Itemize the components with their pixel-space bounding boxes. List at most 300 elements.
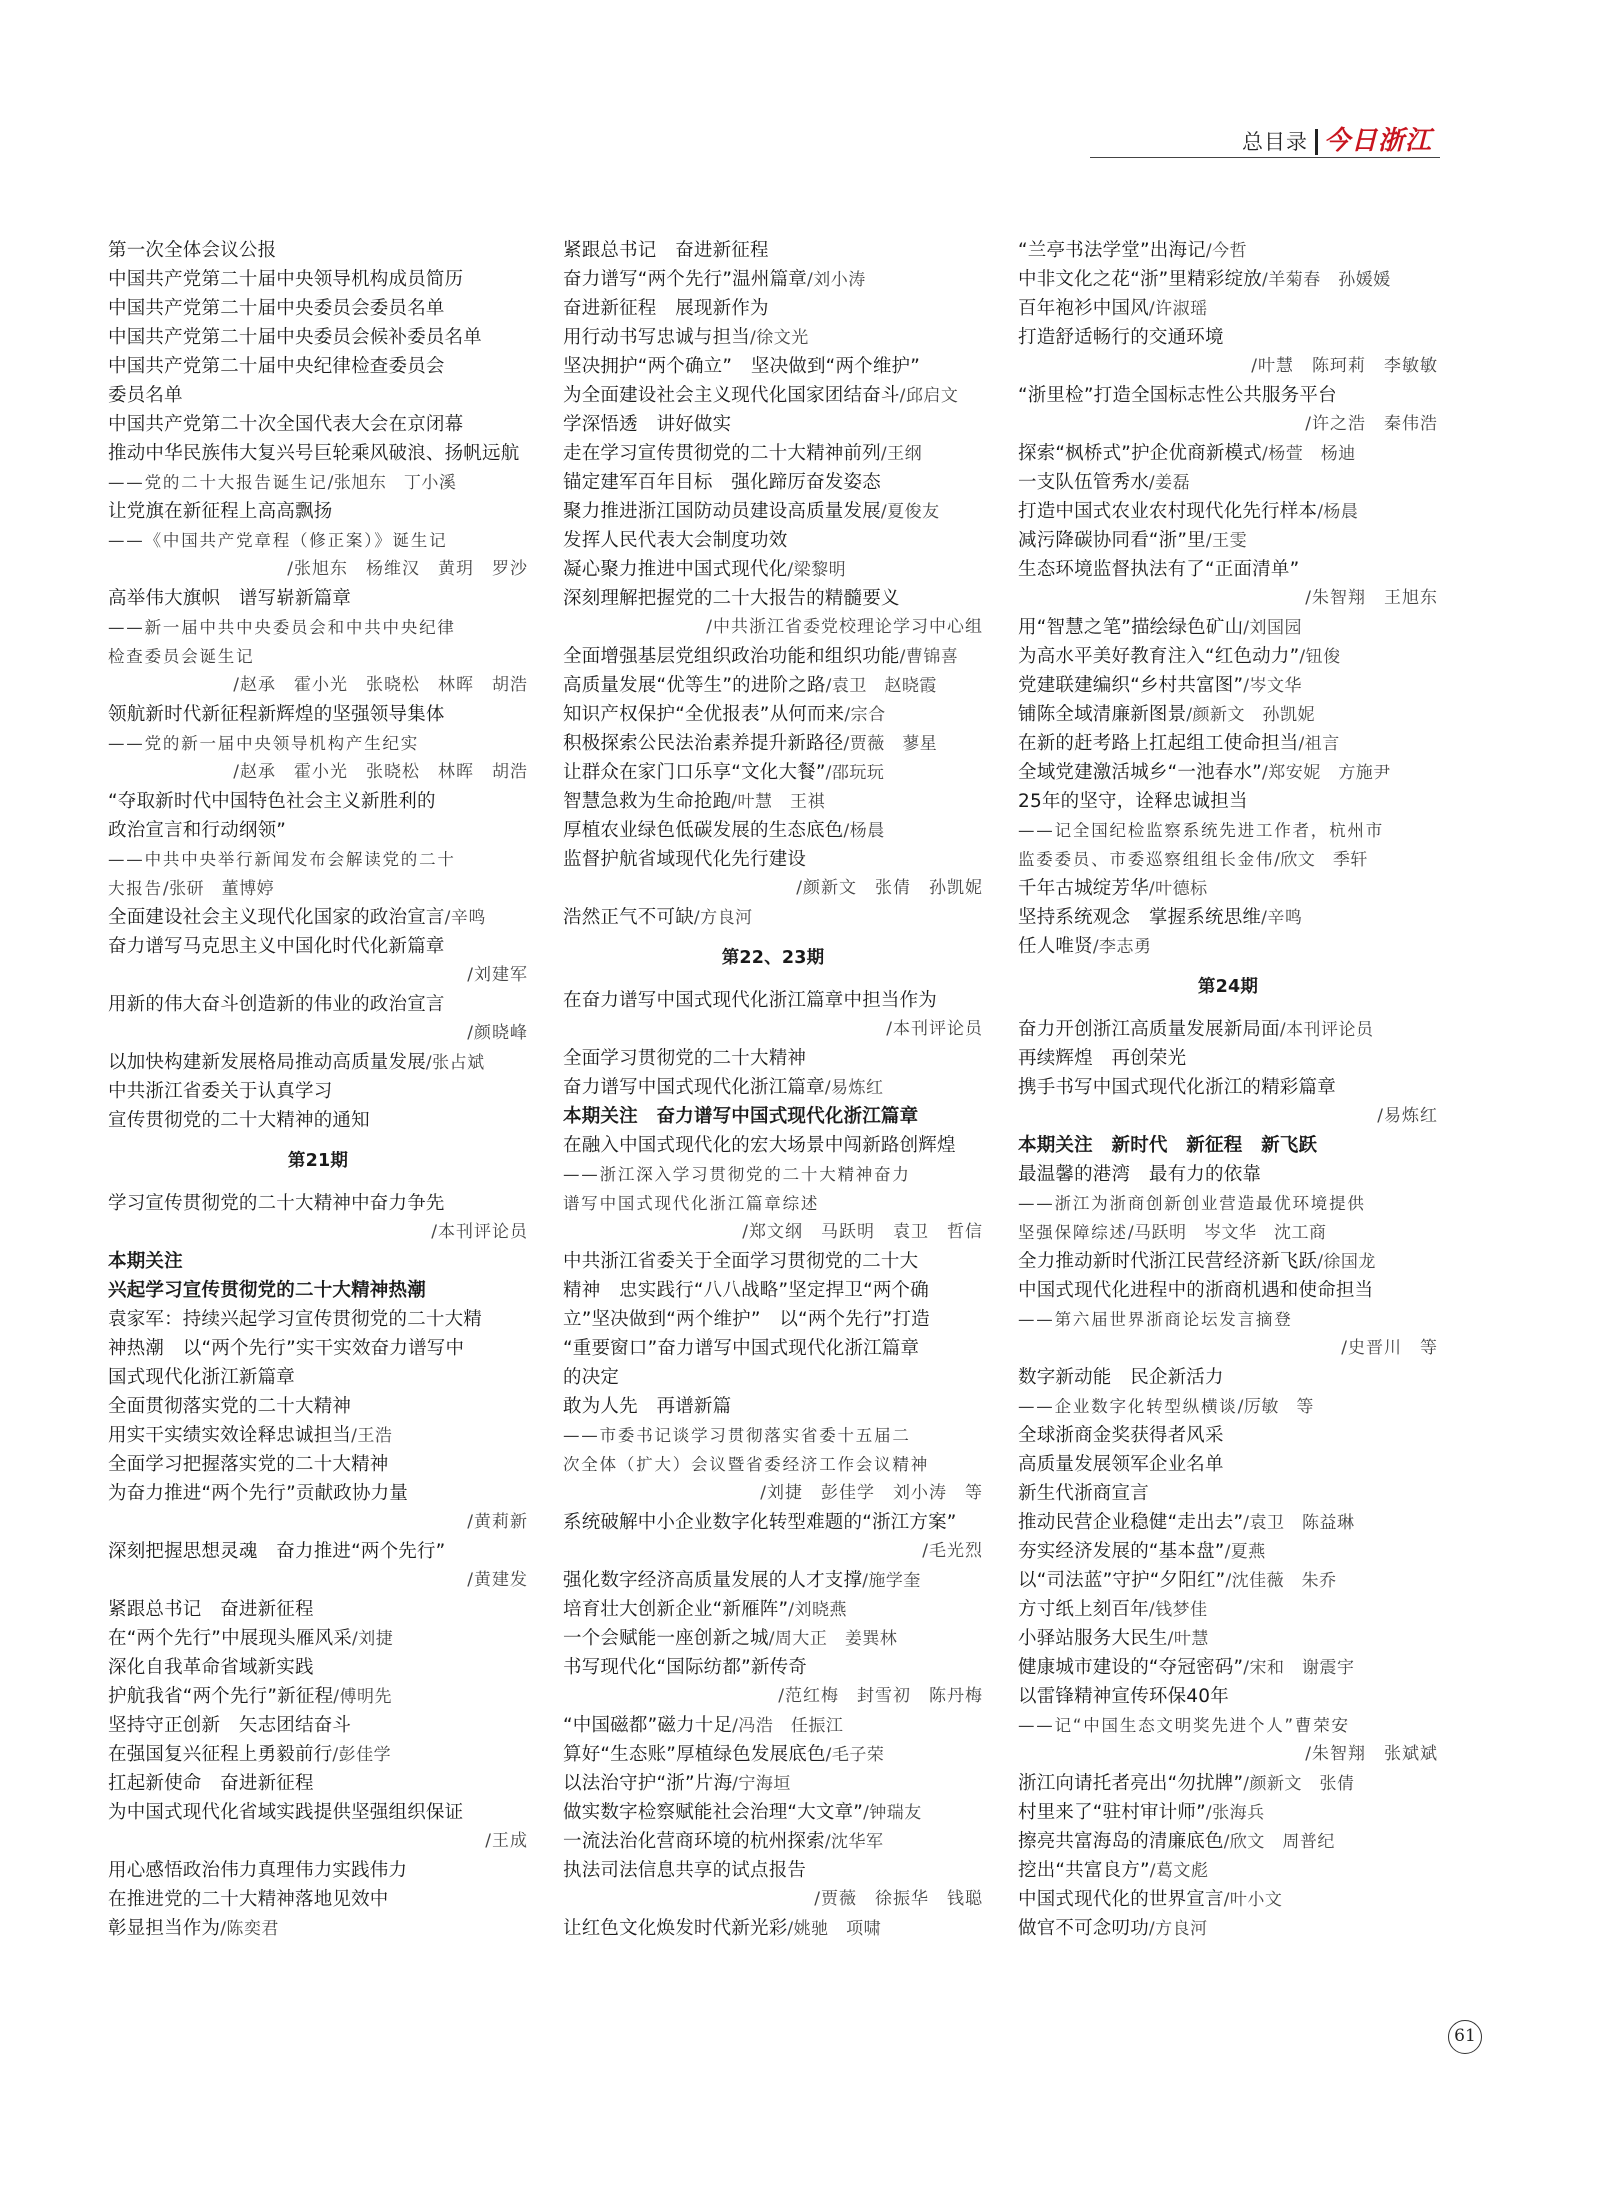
toc-entry [108, 323, 528, 352]
toc-entry [108, 903, 528, 932]
entry-author: /今哲 [1205, 241, 1248, 261]
entry-text: 奋力开创浙江高质量发展新局面 [1018, 1019, 1280, 1040]
toc-entry [563, 700, 983, 729]
toc-entry [108, 1595, 528, 1624]
toc-entry [1018, 1073, 1438, 1102]
entry-author: /姜磊 [1148, 473, 1191, 493]
entry-author: /李志勇 [1092, 937, 1152, 957]
entry-text: 第21期 [287, 1151, 349, 1171]
toc-entry [563, 1305, 983, 1334]
entry-text: 千年古城绽芳华 [1018, 878, 1149, 899]
entry-text: 以“司法蓝”守护“夕阳红” [1018, 1570, 1226, 1591]
entry-text: ——浙江深入学习贯彻党的二十大精神奋力 [563, 1165, 911, 1184]
entry-text: “重要窗口”奋力谱写中国式现代化浙江篇章 [563, 1338, 920, 1359]
entry-text: 的决定 [563, 1367, 620, 1388]
entry-text: “中国磁都”磁力十足 [563, 1715, 733, 1736]
toc-entry [563, 1334, 983, 1363]
entry-text: 用“智慧之笔”描绘绿色矿山 [1018, 617, 1244, 638]
entry-text: 中国共产党第二十届中央委员会候补委员名单 [108, 327, 483, 348]
entry-text: 第22、23期 [721, 948, 825, 968]
entry-author: /厉敏 等 [1237, 1397, 1314, 1417]
entry-text: 第一次全体会议公报 [108, 240, 277, 261]
entry-text: 学深悟透 讲好做实 [563, 414, 732, 435]
entry-text: ——记全国纪检监察系统先进工作者，杭州市 [1018, 821, 1384, 840]
entry-text: 百年袍衫中国风 [1018, 298, 1149, 319]
toc-entry [108, 497, 528, 526]
entry-text: /易炼红 [1377, 1106, 1438, 1126]
entry-author: /本刊评论员 [1279, 1020, 1374, 1040]
entry-text: 用行动书写忠诚与担当 [563, 327, 751, 348]
entry-author: /郑安妮 方施尹 [1261, 763, 1391, 783]
entry-author: /欣文 季轩 [1274, 850, 1368, 870]
entry-text: 在奋力谱写中国式现代化浙江篇章中担当作为 [563, 990, 938, 1011]
toc-entry [108, 1189, 528, 1218]
entry-text: /黄建发 [467, 1570, 528, 1590]
entry-author: /叶慧 王祺 [731, 792, 826, 812]
entry-text: 用实干实绩实效诠释忠诚担当 [108, 1425, 352, 1446]
entry-author: /周大正 姜巽林 [768, 1629, 898, 1649]
toc-entry [1018, 1885, 1438, 1914]
entry-text: 最温馨的港湾 最有力的依靠 [1018, 1164, 1262, 1185]
entry-text: 为全面建设社会主义现代化国家团结奋斗 [563, 385, 900, 406]
entry-text: 敢为人先 再谱新篇 [563, 1396, 732, 1417]
entry-author: /叶小文 [1223, 1890, 1283, 1910]
entry-text: 委员名单 [108, 385, 183, 406]
entry-text: 宣传贯彻党的二十大精神的通知 [108, 1110, 370, 1131]
entry-author [563, 1682, 983, 1711]
entry-text: 次全体（扩大）会议暨省委经济工作会议精神 [563, 1455, 929, 1474]
entry-text: 在融入中国式现代化的宏大场景中闯新路创辉煌 [563, 1135, 956, 1156]
entry-text: 为高水平美好教育注入“红色动力” [1018, 646, 1300, 667]
entry-author: /刘捷 [351, 1629, 394, 1649]
entry-text: 聚力推进浙江国防动员建设高质量发展 [563, 501, 881, 522]
issue-heading [1018, 973, 1438, 1002]
toc-entry [108, 1077, 528, 1106]
entry-author: /颜新文 张倩 [1243, 1774, 1355, 1794]
entry-text: 强化数字经济高质量发展的人才支撑 [563, 1570, 863, 1591]
entry-text: 中国共产党第二十次全国代表大会在京闭幕 [108, 414, 464, 435]
toc-column-3 [1018, 236, 1438, 1943]
entry-author: /钱梦佳 [1148, 1600, 1208, 1620]
entry-author [563, 1218, 983, 1247]
entry-author: /钮俊 [1299, 647, 1341, 667]
entry-author: /沈华军 [824, 1832, 884, 1852]
toc-entry [108, 1106, 528, 1135]
toc-entry [563, 758, 983, 787]
entry-text: 一支队伍管秀水 [1018, 472, 1149, 493]
entry-text: 走在学习宣传贯彻党的二十大精神前列 [563, 443, 881, 464]
entry-text: 全面建设社会主义现代化国家的政治宣言 [108, 907, 445, 928]
entry-text: 算好“生态账”厚植绿色发展底色 [563, 1744, 826, 1765]
entry-text: 党建联建编织“乡村共富图” [1018, 675, 1244, 696]
toc-entry [108, 1305, 528, 1334]
toc-entry [108, 1048, 528, 1077]
entry-author: /毛子荣 [825, 1745, 885, 1765]
entry-subtitle [108, 845, 528, 874]
toc-entry [108, 1334, 528, 1363]
entry-author: /宋和 谢震宇 [1243, 1658, 1355, 1678]
entry-text: 数字新动能 民企新活力 [1018, 1367, 1224, 1388]
toc-entry [108, 1624, 528, 1653]
entry-text: 做实数字检察赋能社会治理“大文章” [563, 1802, 864, 1823]
entry-text: 深刻把握思想灵魂 奋力推进“两个先行” [108, 1541, 446, 1562]
entry-text: /郑文纲 马跃明 袁卫 哲信 [742, 1222, 983, 1242]
toc-entry [108, 1421, 528, 1450]
entry-text: 中非文化之花“浙”里精彩绽放 [1018, 269, 1262, 290]
entry-text: 高举伟大旗帜 谱写崭新篇章 [108, 588, 352, 609]
entry-text: 让红色文化焕发时代新光彩 [563, 1918, 788, 1939]
entry-author: /杨晨 [843, 821, 885, 841]
toc-entry [1018, 671, 1438, 700]
toc-entry [563, 555, 983, 584]
entry-author [108, 555, 528, 584]
toc-entry [1018, 1537, 1438, 1566]
entry-text: 锚定建军百年目标 强化蹄厉奋发姿态 [563, 472, 881, 493]
entry-author [1018, 352, 1438, 381]
entry-author: /颜新文 孙凯妮 [1186, 705, 1316, 725]
entry-author: /邱启文 [899, 386, 959, 406]
entry-author: /马跃明 岑文华 沈工商 [1127, 1223, 1327, 1243]
toc-entry [1018, 1450, 1438, 1479]
entry-author: /冯浩 任振江 [732, 1716, 844, 1736]
entry-author: /施学奎 [862, 1571, 921, 1591]
entry-text: 全面贯彻落实党的二十大精神 [108, 1396, 352, 1417]
entry-text: 推动中华民族伟大复兴号巨轮乘风破浪、扬帆远航 [108, 443, 520, 464]
entry-text: 本期关注 [108, 1251, 183, 1272]
entry-text: /王成 [485, 1831, 528, 1851]
entry-text: 浙江向请托者亮出“勿扰牌” [1018, 1773, 1244, 1794]
entry-text: /许之浩 秦伟浩 [1305, 414, 1438, 434]
entry-text: 让党旗在新征程上高高飘扬 [108, 501, 333, 522]
entry-author [108, 1566, 528, 1595]
entry-author: /叶慧 [1167, 1629, 1209, 1649]
entry-text: 扛起新使命 奋进新征程 [108, 1773, 314, 1794]
toc-entry [563, 1653, 983, 1682]
entry-author: /邵玩玩 [825, 763, 885, 783]
entry-author: /徐文光 [750, 328, 809, 348]
entry-text: 中国式现代化进程中的浙商机遇和使命担当 [1018, 1280, 1374, 1301]
entry-subtitle [1018, 1392, 1438, 1421]
section-heading [108, 1247, 528, 1276]
entry-text: 一个会赋能一座创新之城 [563, 1628, 769, 1649]
toc-entry [1018, 526, 1438, 555]
entry-author [563, 1479, 983, 1508]
entry-text: ——企业数字化转型纵横谈 [1018, 1397, 1238, 1416]
entry-text: 为中国式现代化省域实践提供坚强组织保证 [108, 1802, 464, 1823]
entry-text: 检查委员会诞生记 [108, 647, 255, 666]
toc-entry [108, 990, 528, 1019]
toc-entry [563, 410, 983, 439]
entry-author: /袁卫 赵晓霞 [825, 676, 937, 696]
toc-entry [1018, 1363, 1438, 1392]
entry-text: 系统破解中小企业数字化转型难题的“浙江方案” [563, 1512, 957, 1533]
entry-text: /张旭东 杨维汉 黄玥 罗沙 [287, 559, 528, 579]
entry-text: ——《中国共产党章程（修正案）》诞生记 [108, 531, 448, 550]
toc-entry [1018, 758, 1438, 787]
entry-author: /宁海垣 [732, 1774, 791, 1794]
entry-author: /杨萱 杨迪 [1261, 444, 1356, 464]
toc-entry [108, 1798, 528, 1827]
entry-text: 奋力谱写马克思主义中国化时代化新篇章 [108, 936, 445, 957]
toc-entry [563, 236, 983, 265]
entry-text: 坚强保障综述 [1018, 1223, 1128, 1242]
entry-text: 积极探索公民法治素养提升新路径 [563, 733, 844, 754]
entry-text: /赵承 霍小光 张晓松 林晖 胡浩 [233, 762, 528, 782]
toc-entry [1018, 1798, 1438, 1827]
entry-text: 方寸纸上刻百年 [1018, 1599, 1149, 1620]
toc-entry [1018, 1595, 1438, 1624]
entry-author: /刘小涛 [806, 270, 866, 290]
entry-text: 袁家军：持续兴起学习宣传贯彻党的二十大精 [108, 1309, 483, 1330]
entry-author: /刘国园 [1243, 618, 1303, 638]
entry-subtitle [1018, 1218, 1438, 1247]
toc-entry [108, 352, 528, 381]
entry-text: /颜新文 张倩 孙凯妮 [796, 878, 983, 898]
toc-entry [1018, 468, 1438, 497]
entry-text: 本期关注 新时代 新征程 新飞跃 [1018, 1135, 1318, 1156]
toc-entry [563, 497, 983, 526]
toc-entry [108, 439, 528, 468]
entry-text: /史晋川 等 [1341, 1338, 1438, 1358]
toc-entry [1018, 1508, 1438, 1537]
entry-text: 在“两个先行”中展现头雁风采 [108, 1628, 352, 1649]
entry-text: 培育壮大创新企业“新雁阵” [563, 1599, 789, 1620]
toc-entry [563, 468, 983, 497]
entry-author: /王雯 [1205, 531, 1248, 551]
toc-entry [1018, 294, 1438, 323]
toc-entry [108, 381, 528, 410]
entry-author [563, 1885, 983, 1914]
toc-entry [1018, 1276, 1438, 1305]
entry-text: 全面增强基层党组织政治功能和组织功能 [563, 646, 900, 667]
toc-entry [108, 816, 528, 845]
entry-text: 浩然正气不可缺 [563, 907, 694, 928]
entry-author: /张占斌 [425, 1053, 485, 1073]
toc-entry [563, 1392, 983, 1421]
entry-text: 再续辉煌 再创荣光 [1018, 1048, 1187, 1069]
entry-text: 智慧急救为生命抢跑 [563, 791, 732, 812]
toc-entry [1018, 265, 1438, 294]
entry-subtitle [1018, 845, 1438, 874]
entry-text: 任人唯贤 [1018, 936, 1093, 957]
toc-entry [563, 845, 983, 874]
entry-text: 全面学习贯彻党的二十大精神 [563, 1048, 807, 1069]
toc-entry [1018, 642, 1438, 671]
toc-entry [1018, 932, 1438, 961]
toc-entry [563, 903, 983, 932]
entry-author [1018, 584, 1438, 613]
toc-entry [108, 1885, 528, 1914]
toc-entry [563, 1044, 983, 1073]
entry-text: 本期关注 奋力谱写中国式现代化浙江篇章 [563, 1106, 919, 1127]
entry-subtitle [108, 526, 528, 555]
section-heading [1018, 1131, 1438, 1160]
entry-subtitle [1018, 1711, 1438, 1740]
toc-entry [1018, 323, 1438, 352]
entry-author: /方良河 [693, 908, 753, 928]
entry-text: 中国共产党第二十届中央委员会委员名单 [108, 298, 445, 319]
entry-text: 中共浙江省委关于认真学习 [108, 1081, 333, 1102]
entry-text: ——党的新一届中央领导机构产生纪实 [108, 734, 420, 753]
entry-author: /许淑瑶 [1148, 299, 1208, 319]
entry-text: “浙里检”打造全国标志性公共服务平台 [1018, 385, 1337, 406]
entry-author: /夏俊友 [880, 502, 940, 522]
entry-text: 知识产权保护“全优报表”从何而来 [563, 704, 845, 725]
toc-entry [108, 1682, 528, 1711]
entry-text: /刘建军 [467, 965, 528, 985]
entry-text: 第24期 [1197, 977, 1259, 997]
toc-entry [108, 1537, 528, 1566]
entry-text: 深刻理解把握党的二十大报告的精髓要义 [563, 588, 900, 609]
entry-author [108, 1827, 528, 1856]
entry-text: 兴起学习宣传贯彻党的二十大精神热潮 [108, 1280, 426, 1301]
toc-entry [563, 729, 983, 758]
entry-text: 为奋力推进“两个先行”贡献政协力量 [108, 1483, 409, 1504]
toc-entry [563, 1276, 983, 1305]
entry-author: /张旭东 丁小溪 [327, 473, 457, 493]
entry-author: /梁黎明 [787, 560, 847, 580]
entry-text: 让群众在家门口乐享“文化大餐” [563, 762, 826, 783]
toc-entry [108, 294, 528, 323]
entry-author: /王浩 [351, 1426, 393, 1446]
entry-subtitle [1018, 1305, 1438, 1334]
entry-author: /袁卫 陈益琳 [1243, 1513, 1355, 1533]
toc-entry [1018, 555, 1438, 584]
section-heading [563, 1102, 983, 1131]
toc-entry [563, 265, 983, 294]
toc-entry [1018, 1044, 1438, 1073]
toc-entry [563, 1247, 983, 1276]
toc-entry [108, 265, 528, 294]
entry-author: /钟瑞友 [863, 1803, 922, 1823]
toc-entry [563, 1363, 983, 1392]
toc-entry [1018, 381, 1438, 410]
entry-author: /沈佳薇 朱乔 [1225, 1571, 1337, 1591]
toc-entry [108, 1856, 528, 1885]
entry-text: 以雷锋精神宣传环保40年 [1018, 1686, 1229, 1707]
entry-author [108, 961, 528, 990]
entry-text: /毛光烈 [922, 1541, 983, 1561]
entry-text: 打造舒适畅行的交通环境 [1018, 327, 1224, 348]
toc-entry [563, 1073, 983, 1102]
entry-text: 携手书写中国式现代化浙江的精彩篇章 [1018, 1077, 1336, 1098]
entry-text: 做官不可念叨功 [1018, 1918, 1149, 1939]
entry-text: 执法司法信息共享的试点报告 [563, 1860, 807, 1881]
toc-entry [563, 671, 983, 700]
entry-author: /王纲 [880, 444, 923, 464]
entry-subtitle [563, 1189, 983, 1218]
entry-text: 全面学习把握落实党的二十大精神 [108, 1454, 389, 1475]
toc-entry [108, 584, 528, 613]
entry-text: 中国共产党第二十届中央纪律检查委员会 [108, 356, 445, 377]
entry-author: /辛鸣 [1261, 908, 1303, 928]
entry-text: 谱写中国式现代化浙江篇章综述 [563, 1194, 820, 1213]
toc-entry [108, 787, 528, 816]
toc-entry [108, 236, 528, 265]
entry-text: 村里来了“驻村审计师” [1018, 1802, 1206, 1823]
entry-text: /本刊评论员 [431, 1222, 528, 1242]
toc-entry [563, 1769, 983, 1798]
entry-text: 挖出“共富良方” [1018, 1860, 1150, 1881]
entry-text: 精神 忠实践行“八八战略”坚定捍卫“两个确 [563, 1280, 929, 1301]
toc-entry [563, 381, 983, 410]
entry-text: 厚植农业绿色低碳发展的生态底色 [563, 820, 844, 841]
entry-text: /本刊评论员 [886, 1019, 983, 1039]
entry-author: /曹锦喜 [899, 647, 959, 667]
entry-subtitle [563, 1421, 983, 1450]
entry-author [108, 758, 528, 787]
entry-text: “夺取新时代中国特色社会主义新胜利的 [108, 791, 436, 812]
entry-author: /叶德标 [1148, 879, 1208, 899]
entry-subtitle [563, 1160, 983, 1189]
entry-text: /赵承 霍小光 张晓松 林晖 胡浩 [233, 675, 528, 695]
entry-author: /姚驰 项啸 [787, 1919, 882, 1939]
toc-entry [563, 323, 983, 352]
header-divider [1315, 129, 1318, 155]
entry-text: ——记“中国生态文明奖先进个人”曹荣安 [1018, 1716, 1350, 1735]
toc-entry [108, 1363, 528, 1392]
entry-text: /叶慧 陈珂莉 李敏敏 [1251, 356, 1438, 376]
entry-text: 国式现代化浙江新篇章 [108, 1367, 296, 1388]
entry-text: 深化自我革命省域新实践 [108, 1657, 314, 1678]
entry-text: /范红梅 封雪初 陈丹梅 [778, 1686, 983, 1706]
entry-text: 全域党建激活城乡“一池春水” [1018, 762, 1262, 783]
entry-text: “兰亭书法学堂”出海记 [1018, 240, 1206, 261]
toc-entry [1018, 903, 1438, 932]
entry-text: 小驿站服务大民生 [1018, 1628, 1168, 1649]
entry-author: /宗合 [844, 705, 886, 725]
entry-text: ——新一届中共中央委员会和中共中央纪律 [108, 618, 456, 637]
entry-text: 中共浙江省委关于全面学习贯彻党的二十大 [563, 1251, 919, 1272]
section-heading [108, 1276, 528, 1305]
entry-text: 高质量发展“优等生”的进阶之路 [563, 675, 826, 696]
toc-entry [1018, 1856, 1438, 1885]
entry-text: 以加快构建新发展格局推动高质量发展 [108, 1052, 426, 1073]
entry-text: /颜晓峰 [467, 1023, 528, 1043]
entry-text: 中国共产党第二十届中央领导机构成员简历 [108, 269, 464, 290]
entry-text: 用心感悟政治伟力真理伟力实践伟力 [108, 1860, 408, 1881]
entry-author: /方良河 [1148, 1919, 1208, 1939]
toc-entry [108, 1450, 528, 1479]
toc-entry [108, 1711, 528, 1740]
toc-entry [1018, 1682, 1438, 1711]
page-header [1090, 128, 1440, 158]
entry-text: 坚决拥护“两个确立” 坚决做到“两个维护” [563, 356, 921, 377]
toc-column-1 [108, 236, 528, 1943]
entry-author [1018, 410, 1438, 439]
entry-text: 神热潮 以“两个先行”实干实效奋力谱写中 [108, 1338, 465, 1359]
entry-subtitle [108, 729, 528, 758]
toc-entry [108, 1392, 528, 1421]
entry-text: 在新的赶考路上扛起组工使命担当 [1018, 733, 1299, 754]
toc-entry [563, 1595, 983, 1624]
entry-text: 推动民营企业稳健“走出去” [1018, 1512, 1244, 1533]
toc-entry [1018, 787, 1438, 816]
entry-author: /刘晓燕 [788, 1600, 848, 1620]
entry-text: ——浙江为浙商创新创业营造最优环境提供 [1018, 1194, 1366, 1213]
entry-text: 生态环境监督执法有了“正面清单” [1018, 559, 1300, 580]
entry-text: 中国式现代化的世界宣言 [1018, 1889, 1224, 1910]
entry-text: 全球浙商金奖获得者风采 [1018, 1425, 1224, 1446]
entry-author [563, 613, 983, 642]
toc-entry [1018, 497, 1438, 526]
toc-entry [563, 1856, 983, 1885]
entry-author: /羊菊春 孙媛媛 [1261, 270, 1391, 290]
toc-entry [1018, 439, 1438, 468]
toc-entry [1018, 1421, 1438, 1450]
section-title: 总目录 [1242, 130, 1308, 154]
entry-text: 新生代浙商宣言 [1018, 1483, 1149, 1504]
